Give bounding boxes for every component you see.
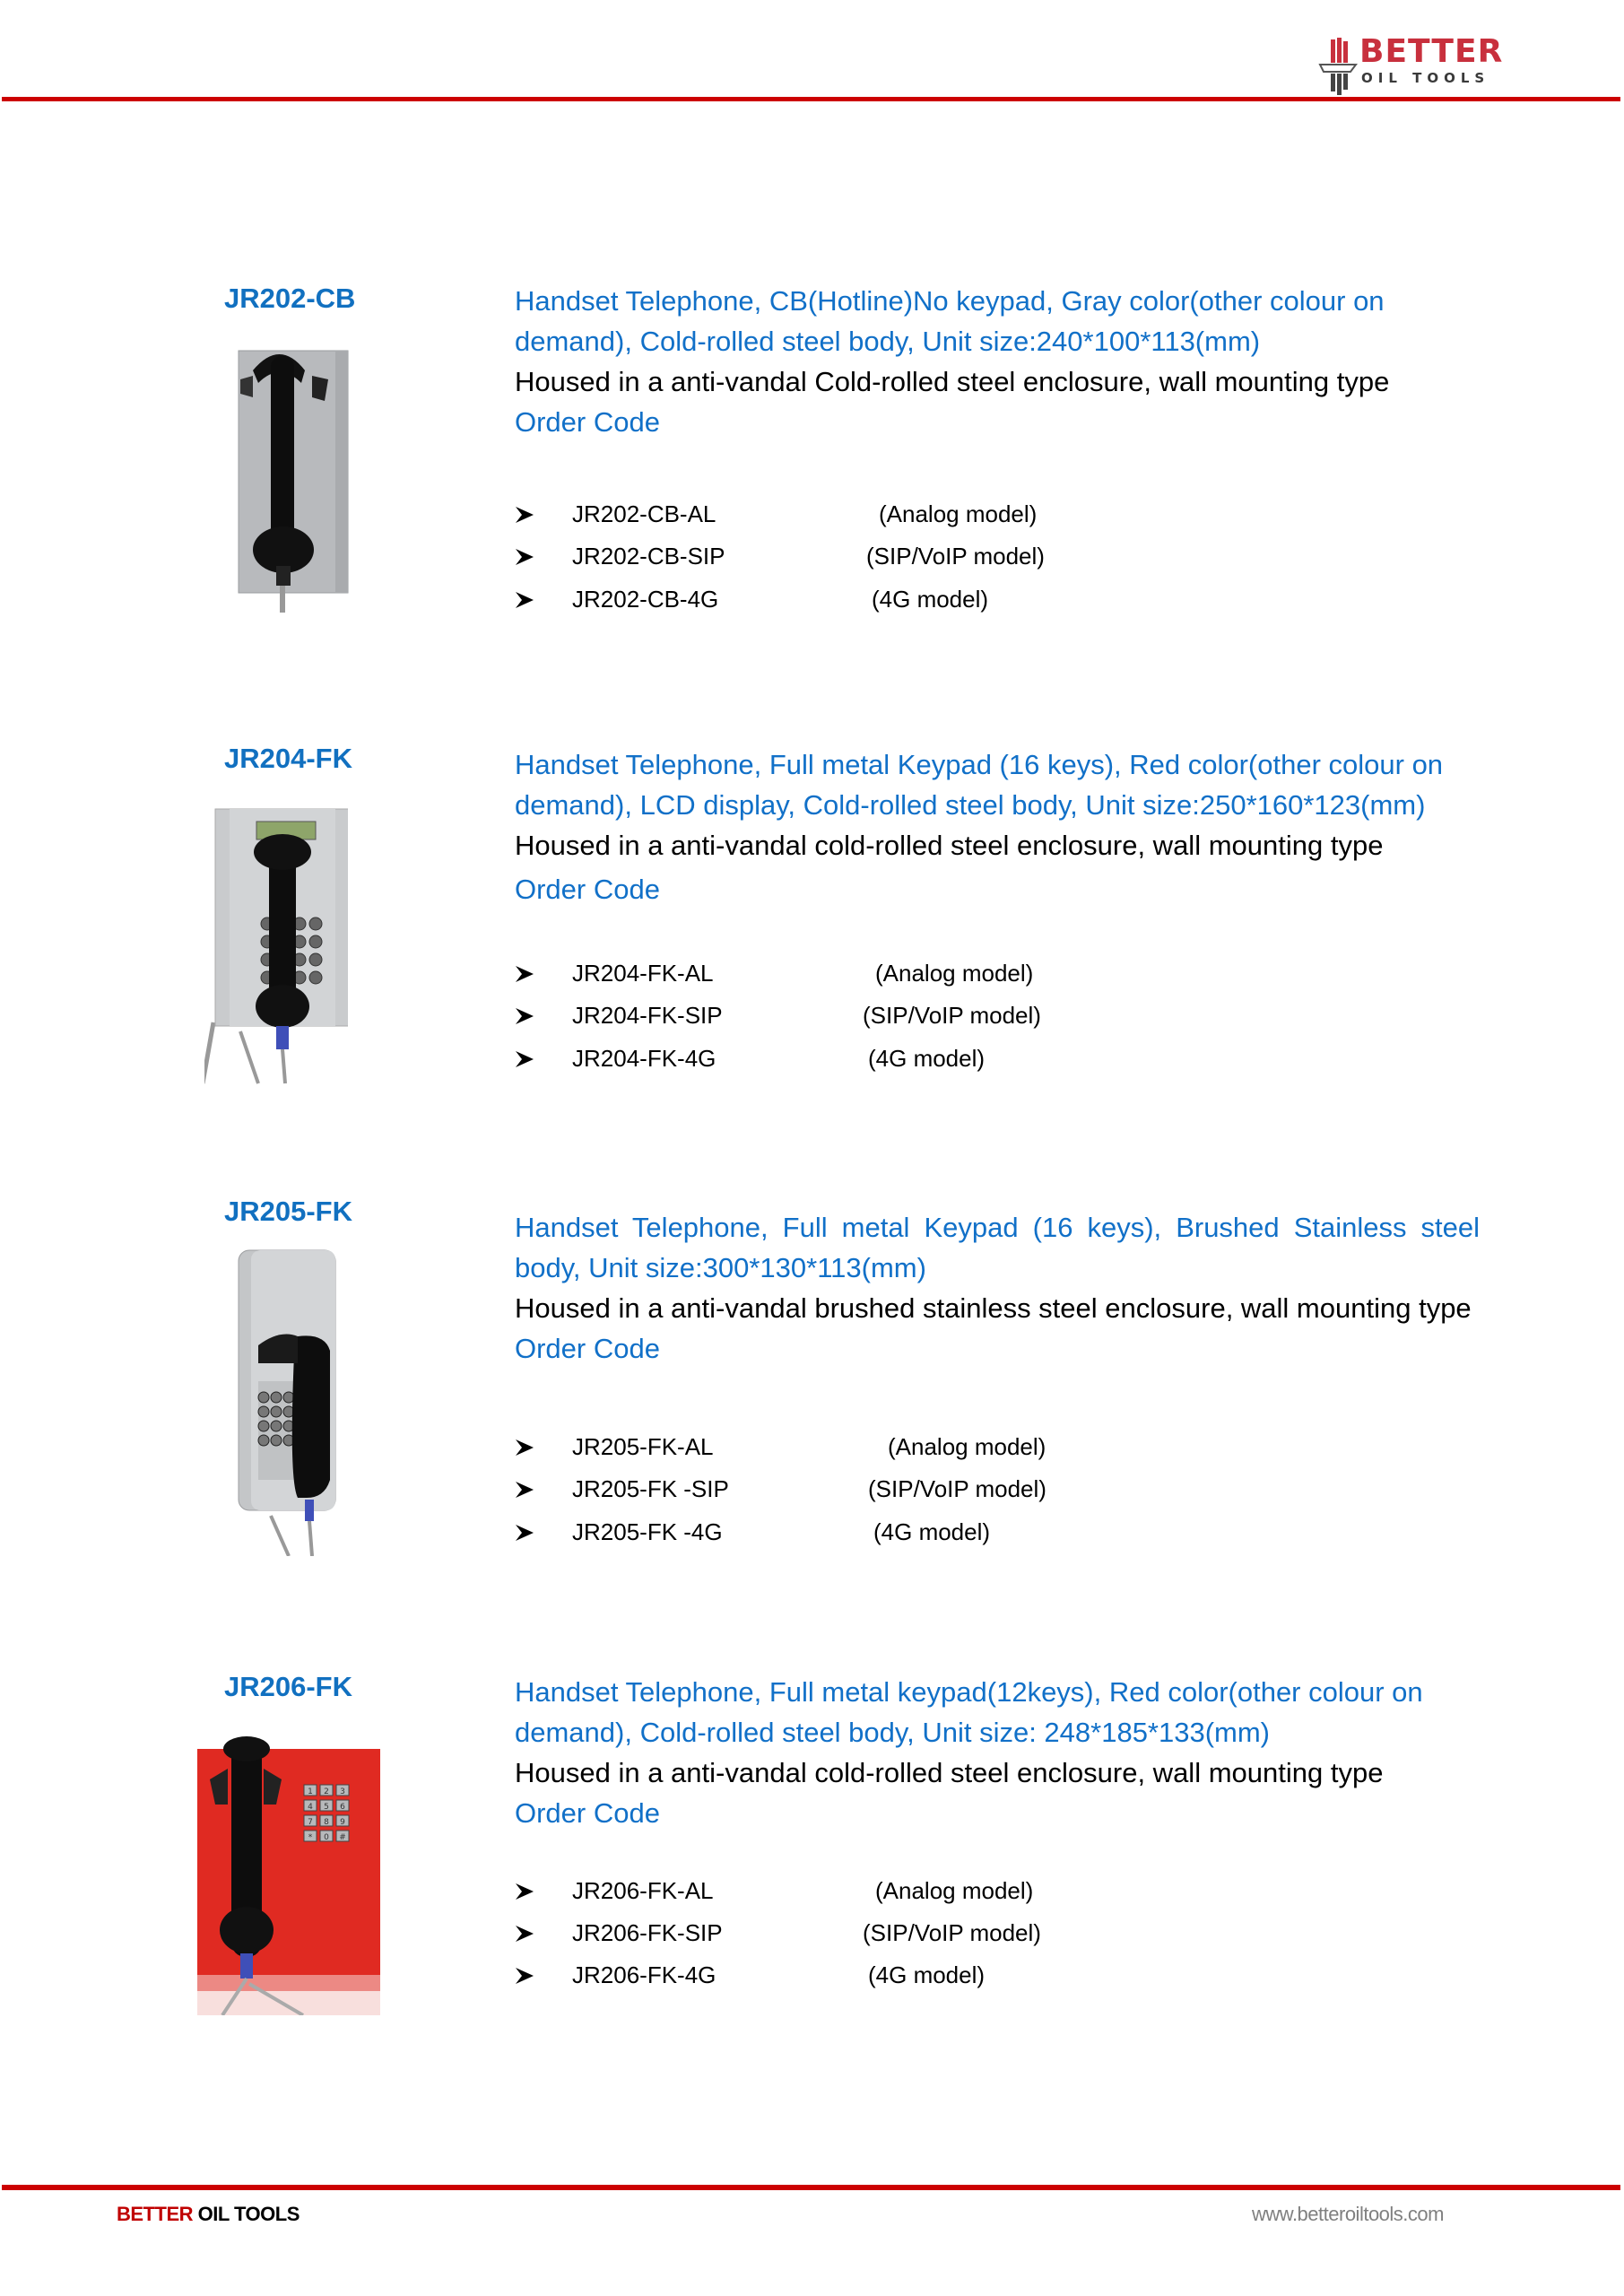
key-label: 4 [308, 1803, 313, 1812]
order-code: JR202-CB-SIP [572, 543, 725, 570]
model-title: JR205-FK [224, 1196, 352, 1227]
arrow-bullet-icon [515, 1882, 534, 1901]
product-housing: Housed in a anti-vandal cold-rolled steel enclosure, wall mounting type [515, 1757, 1384, 1788]
arrow-bullet-icon [515, 1480, 534, 1500]
product-description [515, 1207, 1480, 1369]
key-label: 5 [324, 1803, 329, 1812]
order-code: JR206-FK-4G [572, 1961, 716, 1988]
order-variant: (Analog model) [875, 960, 1034, 987]
order-code: JR202-CB-4G [572, 586, 719, 613]
order-variant: (4G model) [868, 1045, 986, 1072]
key-label: 7 [308, 1818, 313, 1827]
model-title: JR206-FK [224, 1671, 352, 1702]
key-label: 0 [324, 1833, 329, 1842]
order-code: JR206-FK-SIP [572, 1919, 723, 1946]
footer-divider [2, 2185, 1620, 2190]
order-variant: (Analog model) [875, 1877, 1034, 1904]
order-code-label: Order Code [515, 1797, 660, 1829]
key-label: 3 [340, 1787, 345, 1796]
footer-brand-better: BETTER [117, 2203, 193, 2225]
company-logo [1318, 33, 1504, 97]
phone-image-jr205-fk [235, 1247, 352, 1556]
logo-word-better: BETTER [1359, 33, 1504, 70]
footer-brand-oil-tools: OIL TOOLS [193, 2203, 300, 2225]
product-specs: Handset Telephone, Full metal Keypad (16 keys), Brushed Stainless steel body, Unit size:300*130*113(mm) [515, 1212, 1480, 1283]
order-code: JR202-CB-AL [572, 500, 716, 527]
product-description [515, 281, 1480, 442]
arrow-bullet-icon [515, 1006, 534, 1026]
key-label: # [339, 1833, 346, 1842]
order-variant: (Analog model) [888, 1433, 1046, 1460]
product-housing: Housed in a anti-vandal Cold-rolled steel enclosure, wall mounting type [515, 366, 1390, 397]
phone-image-jr206-fk [195, 1733, 382, 2015]
order-code-label: Order Code [515, 874, 660, 905]
order-code-label: Order Code [515, 1333, 660, 1364]
order-code: JR205-FK -4G [572, 1518, 723, 1545]
arrow-bullet-icon [515, 1924, 534, 1944]
key-label: 6 [340, 1803, 345, 1812]
order-code-label: Order Code [515, 406, 660, 438]
key-label: 8 [324, 1818, 329, 1827]
arrow-bullet-icon [515, 1049, 534, 1069]
footer-website-link[interactable]: www.betteroiltools.com [1252, 2203, 1444, 2225]
phone-image-jr204-fk [204, 807, 348, 1085]
product-specs: Handset Telephone, Full metal keypad(12keys), Red color(other colour on demand), Cold-rolled steel body, Unit size: 248*185*133(mm) [515, 1676, 1423, 1748]
product-specs: Handset Telephone, Full metal Keypad (16 keys), Red color(other colour on demand), LCD display, Cold-rolled steel body, Unit size:250*160*123(mm) [515, 749, 1444, 821]
product-description [515, 744, 1480, 909]
arrow-bullet-icon [515, 505, 534, 525]
phone-image-jr202-cb [235, 344, 352, 613]
order-variant: (SIP/VoIP model) [863, 1002, 1041, 1029]
product-housing: Housed in a anti-vandal brushed stainless steel enclosure, wall mounting type [515, 1292, 1472, 1324]
order-code: JR204-FK-SIP [572, 1002, 723, 1029]
key-label: 2 [324, 1787, 329, 1796]
product-description [515, 1672, 1480, 1833]
order-variant: (SIP/VoIP model) [868, 1475, 1046, 1502]
arrow-bullet-icon [515, 547, 534, 567]
key-label: * [308, 1833, 313, 1842]
arrow-bullet-icon [515, 1966, 534, 1986]
order-variant: (SIP/VoIP model) [863, 1919, 1041, 1946]
order-variant: (4G model) [873, 1518, 991, 1545]
product-housing: Housed in a anti-vandal cold-rolled steel enclosure, wall mounting type [515, 830, 1384, 861]
order-variant: (SIP/VoIP model) [866, 543, 1045, 570]
order-variant: (Analog model) [879, 500, 1038, 527]
arrow-bullet-icon [515, 590, 534, 610]
order-code: JR205-FK -SIP [572, 1475, 729, 1502]
header-divider [2, 97, 1620, 101]
key-label: 1 [308, 1787, 313, 1796]
model-title: JR202-CB [224, 283, 356, 314]
order-code: JR205-FK-AL [572, 1433, 714, 1460]
arrow-bullet-icon [515, 1438, 534, 1457]
arrow-bullet-icon [515, 964, 534, 984]
model-title: JR204-FK [224, 743, 352, 774]
drill-logo-icon [1318, 38, 1358, 95]
arrow-bullet-icon [515, 1523, 534, 1543]
order-variant: (4G model) [872, 586, 989, 613]
order-variant: (4G model) [868, 1961, 986, 1988]
order-code: JR206-FK-AL [572, 1877, 714, 1904]
key-label: 9 [340, 1818, 345, 1827]
footer-brand [117, 2203, 300, 2226]
order-code: JR204-FK-AL [572, 960, 714, 987]
logo-word-oil-tools: OIL TOOLS [1361, 70, 1490, 86]
order-code: JR204-FK-4G [572, 1045, 716, 1072]
product-specs: Handset Telephone, CB(Hotline)No keypad, Gray color(other colour on demand), Cold-rolled steel body, Unit size:240*100*113(mm) [515, 285, 1385, 357]
